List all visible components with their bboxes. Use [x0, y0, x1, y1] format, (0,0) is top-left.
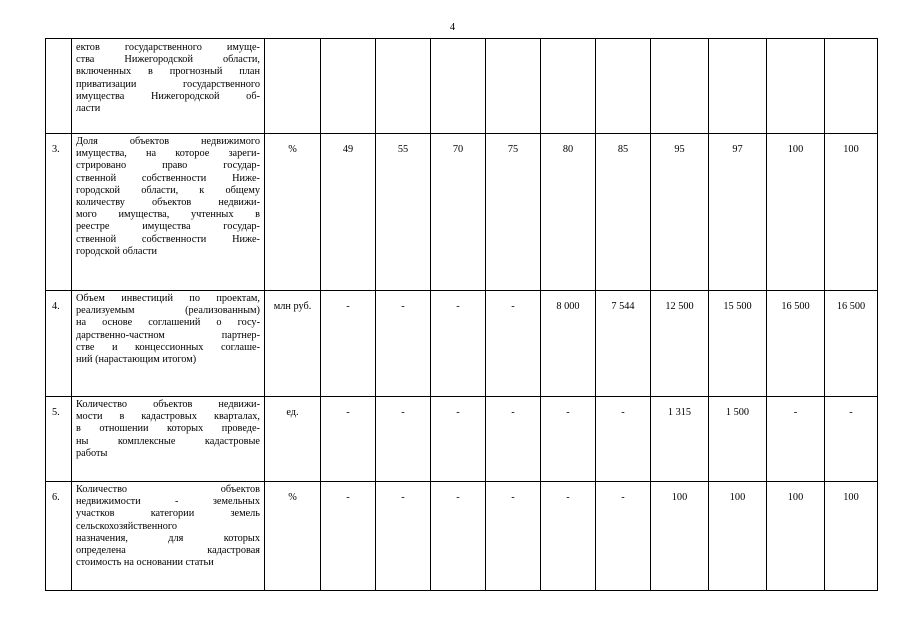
- unit-cell: млн руб.: [265, 291, 321, 397]
- unit-cell: %: [265, 134, 321, 291]
- value-cell: 100: [651, 482, 709, 591]
- value-cell: 70: [431, 134, 486, 291]
- table-row: [46, 134, 878, 291]
- description-line: приватизации государственного: [76, 78, 260, 90]
- value-cell: -: [486, 397, 541, 482]
- value-cell: 12 500: [651, 291, 709, 397]
- description-line: количеству объектов недвижи-: [76, 197, 260, 209]
- description-line: работы: [76, 447, 108, 459]
- value-cell: [651, 39, 709, 134]
- description-line: мости в кадастровых кварталах,: [76, 411, 260, 423]
- description-line: стве и концессионных соглаше-: [76, 341, 260, 353]
- value-cell: -: [376, 397, 431, 482]
- description-line: ственной собственности Ниже-: [76, 233, 260, 245]
- description-line: недвижимости - земельных: [76, 496, 260, 508]
- value-cell: [321, 39, 376, 134]
- value-cell: 100: [709, 482, 767, 591]
- description-line: ний (нарастающим итогом): [76, 354, 197, 366]
- description-line: Количество объектов недвижи-: [76, 399, 260, 410]
- description-line: на основе соглашений о госу-: [76, 317, 260, 329]
- description-line: Количество объектов: [76, 484, 260, 495]
- page-number: 4: [449, 22, 456, 33]
- row-number: 3.: [46, 134, 72, 291]
- description-line: реестре имущества государ-: [76, 221, 260, 233]
- description-line: имущества, на которое зареги-: [76, 148, 260, 160]
- value-cell: -: [431, 397, 486, 482]
- value-cell: -: [321, 397, 376, 482]
- row-number: [46, 39, 72, 134]
- description-line: ственной собственности Ниже-: [76, 172, 260, 184]
- description-line: Доля объектов недвижимого: [76, 136, 260, 147]
- value-cell: -: [431, 291, 486, 397]
- description-line: в отношении которых проведе-: [76, 423, 260, 435]
- value-cell: [767, 39, 825, 134]
- description-line: стоимость на основании статьи: [76, 557, 214, 569]
- value-cell: 7 544: [596, 291, 651, 397]
- description-line: городской области: [76, 245, 158, 257]
- table-row: [46, 482, 878, 591]
- indicator-description: [72, 482, 265, 591]
- value-cell: [709, 39, 767, 134]
- description-line: ектов государственного имуще-: [76, 42, 260, 53]
- indicator-description: [72, 134, 265, 291]
- value-cell: 75: [486, 134, 541, 291]
- value-cell: 1 500: [709, 397, 767, 482]
- description-line: назначения, для которых: [76, 532, 260, 544]
- value-cell: -: [486, 291, 541, 397]
- value-cell: [541, 39, 596, 134]
- value-cell: 85: [596, 134, 651, 291]
- table-row: [46, 291, 878, 397]
- value-cell: [431, 39, 486, 134]
- value-cell: 1 315: [651, 397, 709, 482]
- unit-cell: [265, 39, 321, 134]
- value-cell: -: [767, 397, 825, 482]
- table-row: [46, 397, 878, 482]
- value-cell: -: [541, 397, 596, 482]
- value-cell: -: [596, 397, 651, 482]
- value-cell: [376, 39, 431, 134]
- value-cell: 100: [767, 482, 825, 591]
- row-number: 6.: [46, 482, 72, 591]
- description-line: Объем инвестиций по проектам,: [76, 293, 260, 304]
- description-line: ства Нижегородской области,: [76, 54, 260, 66]
- value-cell: 55: [376, 134, 431, 291]
- value-cell: -: [376, 482, 431, 591]
- description-line: сельскохозяйственного: [76, 520, 177, 532]
- unit-cell: %: [265, 482, 321, 591]
- value-cell: -: [321, 482, 376, 591]
- description-line: ны комплексные кадастровые: [76, 435, 260, 447]
- unit-cell: ед.: [265, 397, 321, 482]
- value-cell: [596, 39, 651, 134]
- value-cell: 95: [651, 134, 709, 291]
- description-line: определена кадастровая: [76, 545, 260, 557]
- indicator-description: [72, 39, 265, 134]
- value-cell: 49: [321, 134, 376, 291]
- indicator-description: [72, 397, 265, 482]
- value-cell: -: [825, 397, 878, 482]
- indicator-description: [72, 291, 265, 397]
- value-cell: [825, 39, 878, 134]
- row-number: 4.: [46, 291, 72, 397]
- description-line: стрировано право государ-: [76, 160, 260, 172]
- value-cell: 16 500: [825, 291, 878, 397]
- value-cell: -: [431, 482, 486, 591]
- value-cell: 8 000: [541, 291, 596, 397]
- value-cell: 15 500: [709, 291, 767, 397]
- value-cell: -: [541, 482, 596, 591]
- description-line: участков категории земель: [76, 508, 260, 520]
- indicators-table: [45, 38, 878, 591]
- value-cell: 100: [825, 134, 878, 291]
- value-cell: 97: [709, 134, 767, 291]
- value-cell: 100: [767, 134, 825, 291]
- value-cell: 16 500: [767, 291, 825, 397]
- row-number: 5.: [46, 397, 72, 482]
- table-row: [46, 39, 878, 134]
- description-line: мого имущества, учтенных в: [76, 209, 260, 221]
- value-cell: -: [321, 291, 376, 397]
- description-line: ласти: [76, 103, 101, 115]
- value-cell: -: [596, 482, 651, 591]
- description-line: реализуемым (реализованным): [76, 305, 260, 317]
- value-cell: [486, 39, 541, 134]
- value-cell: 80: [541, 134, 596, 291]
- value-cell: 100: [825, 482, 878, 591]
- value-cell: -: [486, 482, 541, 591]
- description-line: городской области, к общему: [76, 184, 260, 196]
- description-line: дарственно-частном партнер-: [76, 329, 260, 341]
- value-cell: -: [376, 291, 431, 397]
- description-line: включенных в прогнозный план: [76, 66, 260, 78]
- description-line: имущества Нижегородской об-: [76, 90, 260, 102]
